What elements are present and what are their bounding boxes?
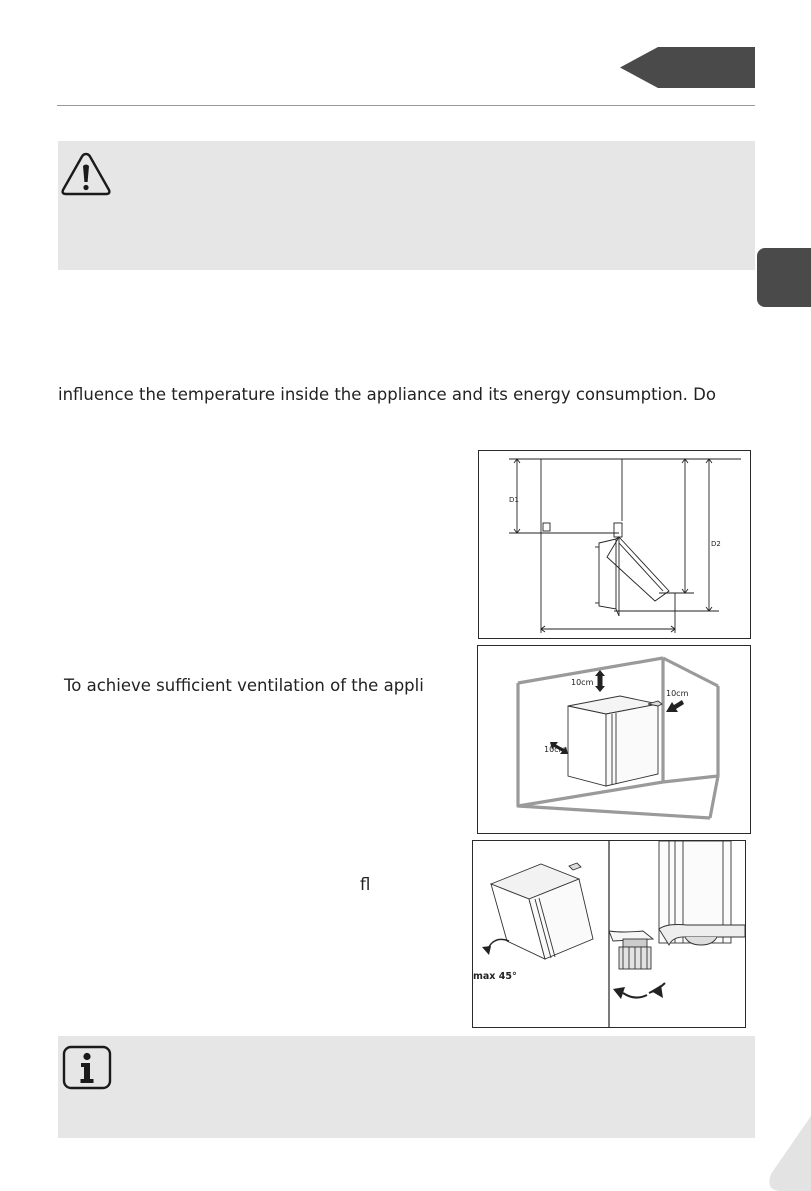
tilt-levelling-figure	[472, 840, 746, 1028]
body-text-line-3: fl	[360, 875, 371, 894]
tilt-levelling-drawing	[473, 841, 745, 1027]
label-left-clearance: 10cm	[544, 745, 567, 754]
header-rule	[57, 105, 755, 106]
warning-box	[58, 141, 755, 270]
warning-triangle-icon	[60, 151, 112, 197]
ventilation-drawing	[478, 646, 750, 833]
ventilation-figure	[477, 645, 751, 834]
page-corner-tab	[759, 1116, 811, 1191]
label-d1: D1	[509, 496, 519, 504]
section-arrow-tab	[620, 47, 755, 88]
side-language-tab	[757, 248, 811, 307]
body-text-line-1: influence the temperature inside the appliance and its energy consumption. Do	[58, 385, 716, 404]
label-max-tilt: max 45°	[473, 971, 517, 982]
label-d2: D2	[711, 540, 721, 548]
door-clearance-figure	[478, 450, 751, 639]
label-right-clearance: 10cm	[666, 689, 689, 698]
body-text-line-2: To achieve sufficient ventilation of the appli	[64, 676, 424, 695]
info-box	[58, 1036, 755, 1138]
info-icon	[62, 1045, 112, 1090]
door-clearance-drawing	[479, 451, 750, 638]
label-top-clearance: 10cm	[571, 678, 594, 687]
